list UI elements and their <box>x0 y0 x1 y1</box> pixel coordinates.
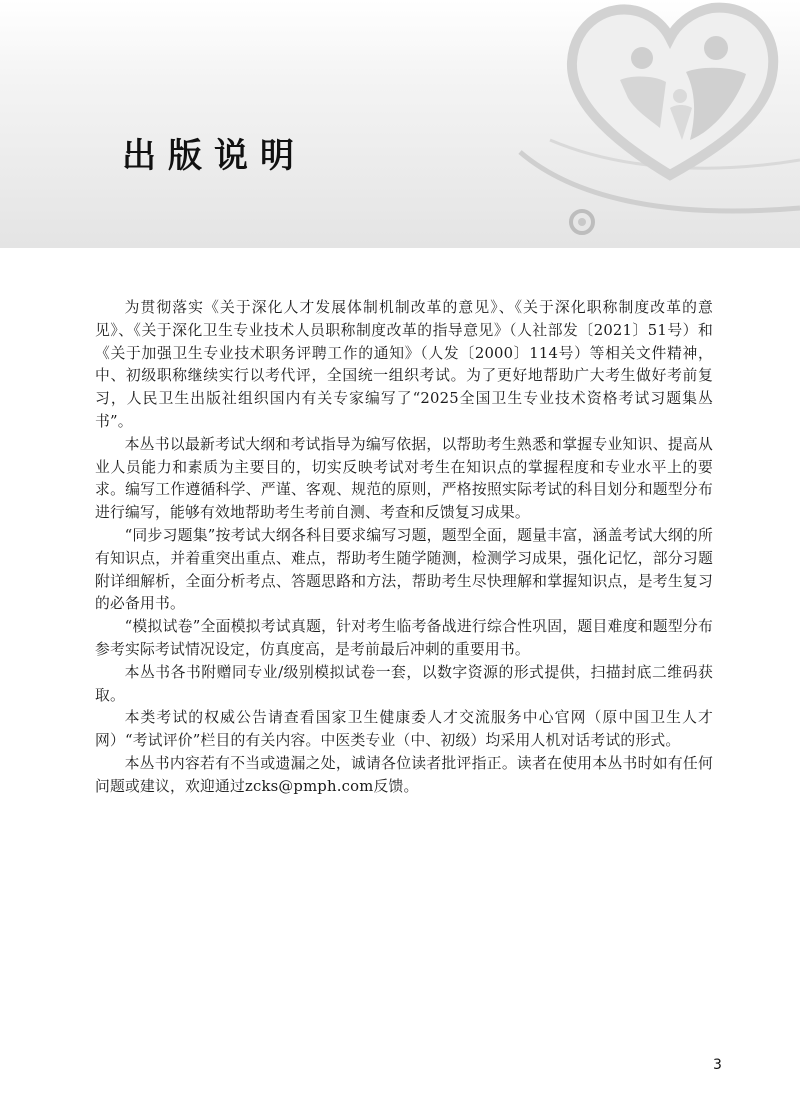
paragraph: 为贯彻落实《关于深化人才发展体制机制改革的意见》、《关于深化职称制度改革的意见》、《关于深化卫生专业技术人员职称制度改革的指导意见》（人社部发〔2021〕51号）和《关于加强卫生专业技术职务评聘工作的通知》（人发〔2000〕114号）等相关文件精神，中、初级职称继续实行以考代评，全国统一组织考试。为了更好地帮助广大考生做好考前复习，人民卫生出版社组织国内有关专家编写了“2025全国卫生专业技术资格考试习题集丛书”。 <box>95 299 713 430</box>
paragraph: 本丛书以最新考试大纲和考试指导为编写依据，以帮助考生熟悉和掌握专业知识、提高从业人员能力和素质为主要目的，切实反映考试对考生在知识点的掌握程度和专业水平上的要求。编写工作遵循科学、严谨、客观、规范的原则，严格按照实际考试的科目划分和题型分布进行编写，能够有效地帮助考生考前自测、考查和反馈复习成果。 <box>95 435 713 522</box>
paragraph: “模拟试卷”全面模拟考试真题，针对考生临考备战进行综合性巩固，题目难度和题型分布参考实际考试情况设定，仿真度高，是考前最后冲刺的重要用书。 <box>95 618 713 658</box>
page-number: 3 <box>713 1057 722 1073</box>
paragraph: 本丛书各书附赠同专业/级别模拟试卷一套，以数字资源的形式提供，扫描封底二维码获取。 <box>95 663 713 704</box>
paragraph: 本丛书内容若有不当或遗漏之处，诚请各位读者批评指正。读者在使用本丛书时如有任何问题或建议，欢迎通过zcks@pmph.com反馈。 <box>95 754 713 795</box>
paragraph: “同步习题集”按考试大纲各科目要求编写习题，题型全面，题量丰富，涵盖考试大纲的所有知识点，并着重突出重点、难点，帮助考生随学随测，检测学习成果，强化记忆，部分习题附详细解析，全面分析考点、答题思路和方法，帮助考生尽快理解和掌握知识点，是考生复习的必备用书。 <box>95 526 713 613</box>
heart-with-people-stethoscope-icon <box>510 0 800 248</box>
body-text <box>95 297 713 799</box>
page-title: 出版说明 <box>122 136 306 176</box>
paragraph: 本类考试的权威公告请查看国家卫生健康委人才交流服务中心官网（原中国卫生人才网）“考试评价”栏目的有关内容。中医类专业（中、初级）均采用人机对话考试的形式。 <box>95 709 713 750</box>
